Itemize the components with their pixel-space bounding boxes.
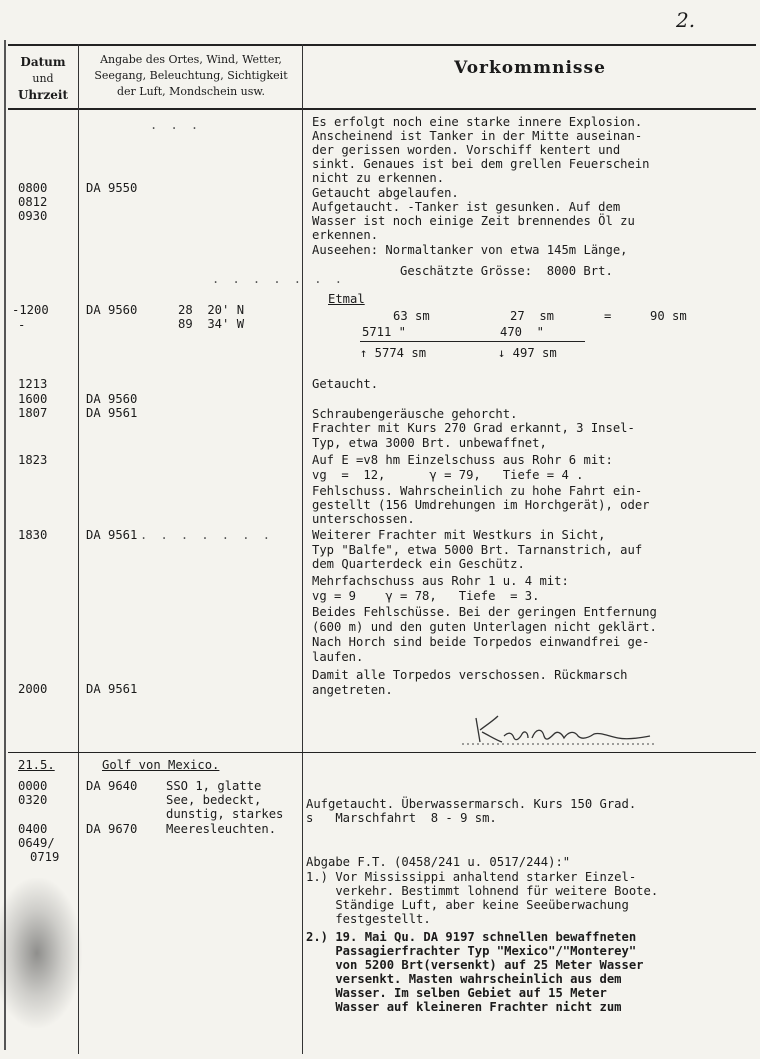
header-vorkommnisse: Vorkommnisse [454, 58, 606, 78]
ink-smudge [0, 878, 82, 1028]
event-line: vg = 9 γ = 78, Tiefe = 3. [312, 589, 540, 603]
time: 0719 [30, 850, 60, 864]
time: 2000 [18, 682, 48, 696]
event-line: Wasser. Im selben Gebiet auf 15 Meter [306, 986, 607, 1000]
event-line: Nach Horch sind beide Torpedos einwandfrei ge- [312, 635, 650, 649]
time: - [18, 318, 26, 332]
time: 0649/ [18, 836, 55, 850]
page-number: 2. [676, 8, 696, 32]
header-top-rule [8, 44, 756, 46]
event-line: Fehlschuss. Wahrscheinlich zu hohe Fahrt ein- [312, 484, 643, 498]
event-line: verkehr. Bestimmt lohnend für weitere Boote. [306, 884, 659, 898]
event-line: vg = 12, γ = 79, Tiefe = 4 . [312, 468, 584, 482]
time: 0812 [18, 195, 48, 209]
event-line: der gerissen worden. Vorschiff kentert und [312, 143, 621, 157]
date: 21.5. [18, 758, 55, 772]
event-line: Aufgetaucht. -Tanker ist gesunken. Auf dem [312, 200, 621, 214]
grid-square: DA 9560 [86, 392, 138, 406]
event-line: Typ "Balfe", etwa 5000 Brt. Tarnanstrich, auf [312, 543, 643, 557]
etmal-value: 470 " [500, 325, 545, 339]
event-line: versenkt. Masten wahrscheinlich aus dem [306, 972, 622, 986]
longitude: 89 34' W [178, 317, 245, 331]
event-line: sinkt. Genaues ist bei dem grellen Feuerschein [312, 157, 650, 171]
time: 0800 [18, 181, 48, 195]
event-line: s Marschfahrt 8 - 9 sm. [306, 811, 497, 825]
latitude: 28 20' N [178, 303, 245, 317]
grid-square: DA 9670 [86, 822, 138, 836]
column-divider-2 [302, 44, 303, 1054]
event-line: Damit alle Torpedos verschossen. Rückmarsch [312, 668, 628, 682]
event-line: von 5200 Brt(versenkt) auf 25 Meter Wasser [306, 958, 644, 972]
event-line: Beides Fehlschüsse. Bei der geringen Entfernung [312, 605, 657, 619]
header-ort: Angabe des Ortes, Wind, Wetter, Seegang, Beleuchtung, Sichtigkeit der Luft, Mondschein usw. [94, 53, 288, 98]
time: 1600 [18, 392, 48, 406]
dot-marks: . . . [150, 118, 202, 132]
event-line: Ständige Luft, aber keine Seeüberwachung [306, 898, 629, 912]
event-line: Auf E =v8 hm Einzelschuss aus Rohr 6 mit: [312, 453, 613, 467]
etmal-value: 5711 " [362, 325, 407, 339]
event-line: Anscheinend ist Tanker in der Mitte auseinan- [312, 129, 643, 143]
grid-square: DA 9561 [86, 528, 138, 542]
event-line: Geschätzte Grösse: 8000 Brt. [400, 264, 613, 278]
dot-leader: . . . . . . . [212, 272, 345, 286]
event-line: erkennen. [312, 228, 379, 242]
time: 0400 [18, 822, 48, 836]
event-line: Getaucht abgelaufen. [312, 186, 459, 200]
etmal-label: Etmal [328, 292, 365, 306]
event-line: Getaucht. [312, 377, 379, 391]
event-line: (600 m) und den guten Unterlagen nicht geklärt. [312, 620, 657, 634]
etmal-value: 27 sm [510, 309, 555, 323]
event-line: gestellt (156 Umdrehungen im Horchgerät), oder [312, 498, 650, 512]
grid-square: DA 9561 [86, 682, 138, 696]
time: 0930 [18, 209, 48, 223]
weather: Meeresleuchten. [166, 822, 277, 836]
time: 1213 [18, 377, 48, 391]
etmal-total: 90 sm [650, 309, 687, 323]
etmal-total: ↓ 497 sm [498, 346, 557, 360]
event-line: Auseehen: Normaltanker von etwa 145m Länge, [312, 243, 628, 257]
dot-leader-1830: . . . . . . . [140, 528, 273, 542]
event-line: festgestellt. [306, 912, 431, 926]
grid-square: DA 9550 [86, 181, 138, 195]
event-line: Typ, etwa 3000 Brt. unbewaffnet, [312, 436, 547, 450]
event-line: nicht zu erkennen. [312, 171, 445, 185]
time: 1823 [18, 453, 48, 467]
event-line: laufen. [312, 650, 364, 664]
event-line: Passagierfrachter Typ "Mexico"/"Monterey" [306, 944, 637, 958]
event-line: Aufgetaucht. Überwassermarsch. Kurs 150 Grad. [306, 797, 637, 811]
event-line: unterschossen. [312, 512, 415, 526]
etmal-value: 63 sm [393, 309, 430, 323]
area-name: Golf von Mexico. [102, 758, 220, 772]
time: 0000 [18, 779, 48, 793]
etmal-total: ↑ 5774 sm [360, 346, 427, 360]
event-line: Abgabe F.T. (0458/241 u. 0517/244):" [306, 855, 571, 869]
header-datum: Datum und Uhrzeit [17, 55, 69, 102]
weather: dunstig, starkes [166, 807, 284, 821]
event-line: Schraubengeräusche gehorcht. [312, 407, 518, 421]
time: -1200 [12, 303, 49, 317]
etmal-sum-rule [360, 341, 585, 342]
event-line: Weiterer Frachter mit Westkurs in Sicht, [312, 528, 606, 542]
column-divider-1 [78, 44, 79, 1054]
event-line: Wasser auf kleineren Frachter nicht zum [306, 1000, 622, 1014]
event-line: Frachter mit Kurs 270 Grad erkannt, 3 Insel- [312, 421, 635, 435]
grid-square: DA 9640 [86, 779, 138, 793]
grid-square: DA 9560 [86, 303, 138, 317]
header-bottom-rule [8, 108, 756, 110]
etmal-equals: = [604, 309, 612, 323]
weather: SSO 1, glatte [166, 779, 262, 793]
weather: See, bedeckt, [166, 793, 262, 807]
time: 1830 [18, 528, 48, 542]
event-line: dem Quarterdeck ein Geschütz. [312, 557, 525, 571]
time: 1807 [18, 406, 48, 420]
handwritten-signature [458, 708, 658, 748]
time: 0320 [18, 793, 48, 807]
event-line: Wasser ist noch einige Zeit brennendes Öl zu [312, 214, 635, 228]
event-line: Es erfolgt noch eine starke innere Explosion. [312, 115, 643, 129]
event-line: angetreten. [312, 683, 393, 697]
event-line: Mehrfachschuss aus Rohr 1 u. 4 mit: [312, 574, 569, 588]
event-line: 2.) 19. Mai Qu. DA 9197 schnellen bewaffneten [306, 930, 637, 944]
grid-square: DA 9561 [86, 406, 138, 420]
section-rule [8, 752, 756, 753]
event-line: 1.) Vor Mississippi anhaltend starker Einzel- [306, 870, 637, 884]
